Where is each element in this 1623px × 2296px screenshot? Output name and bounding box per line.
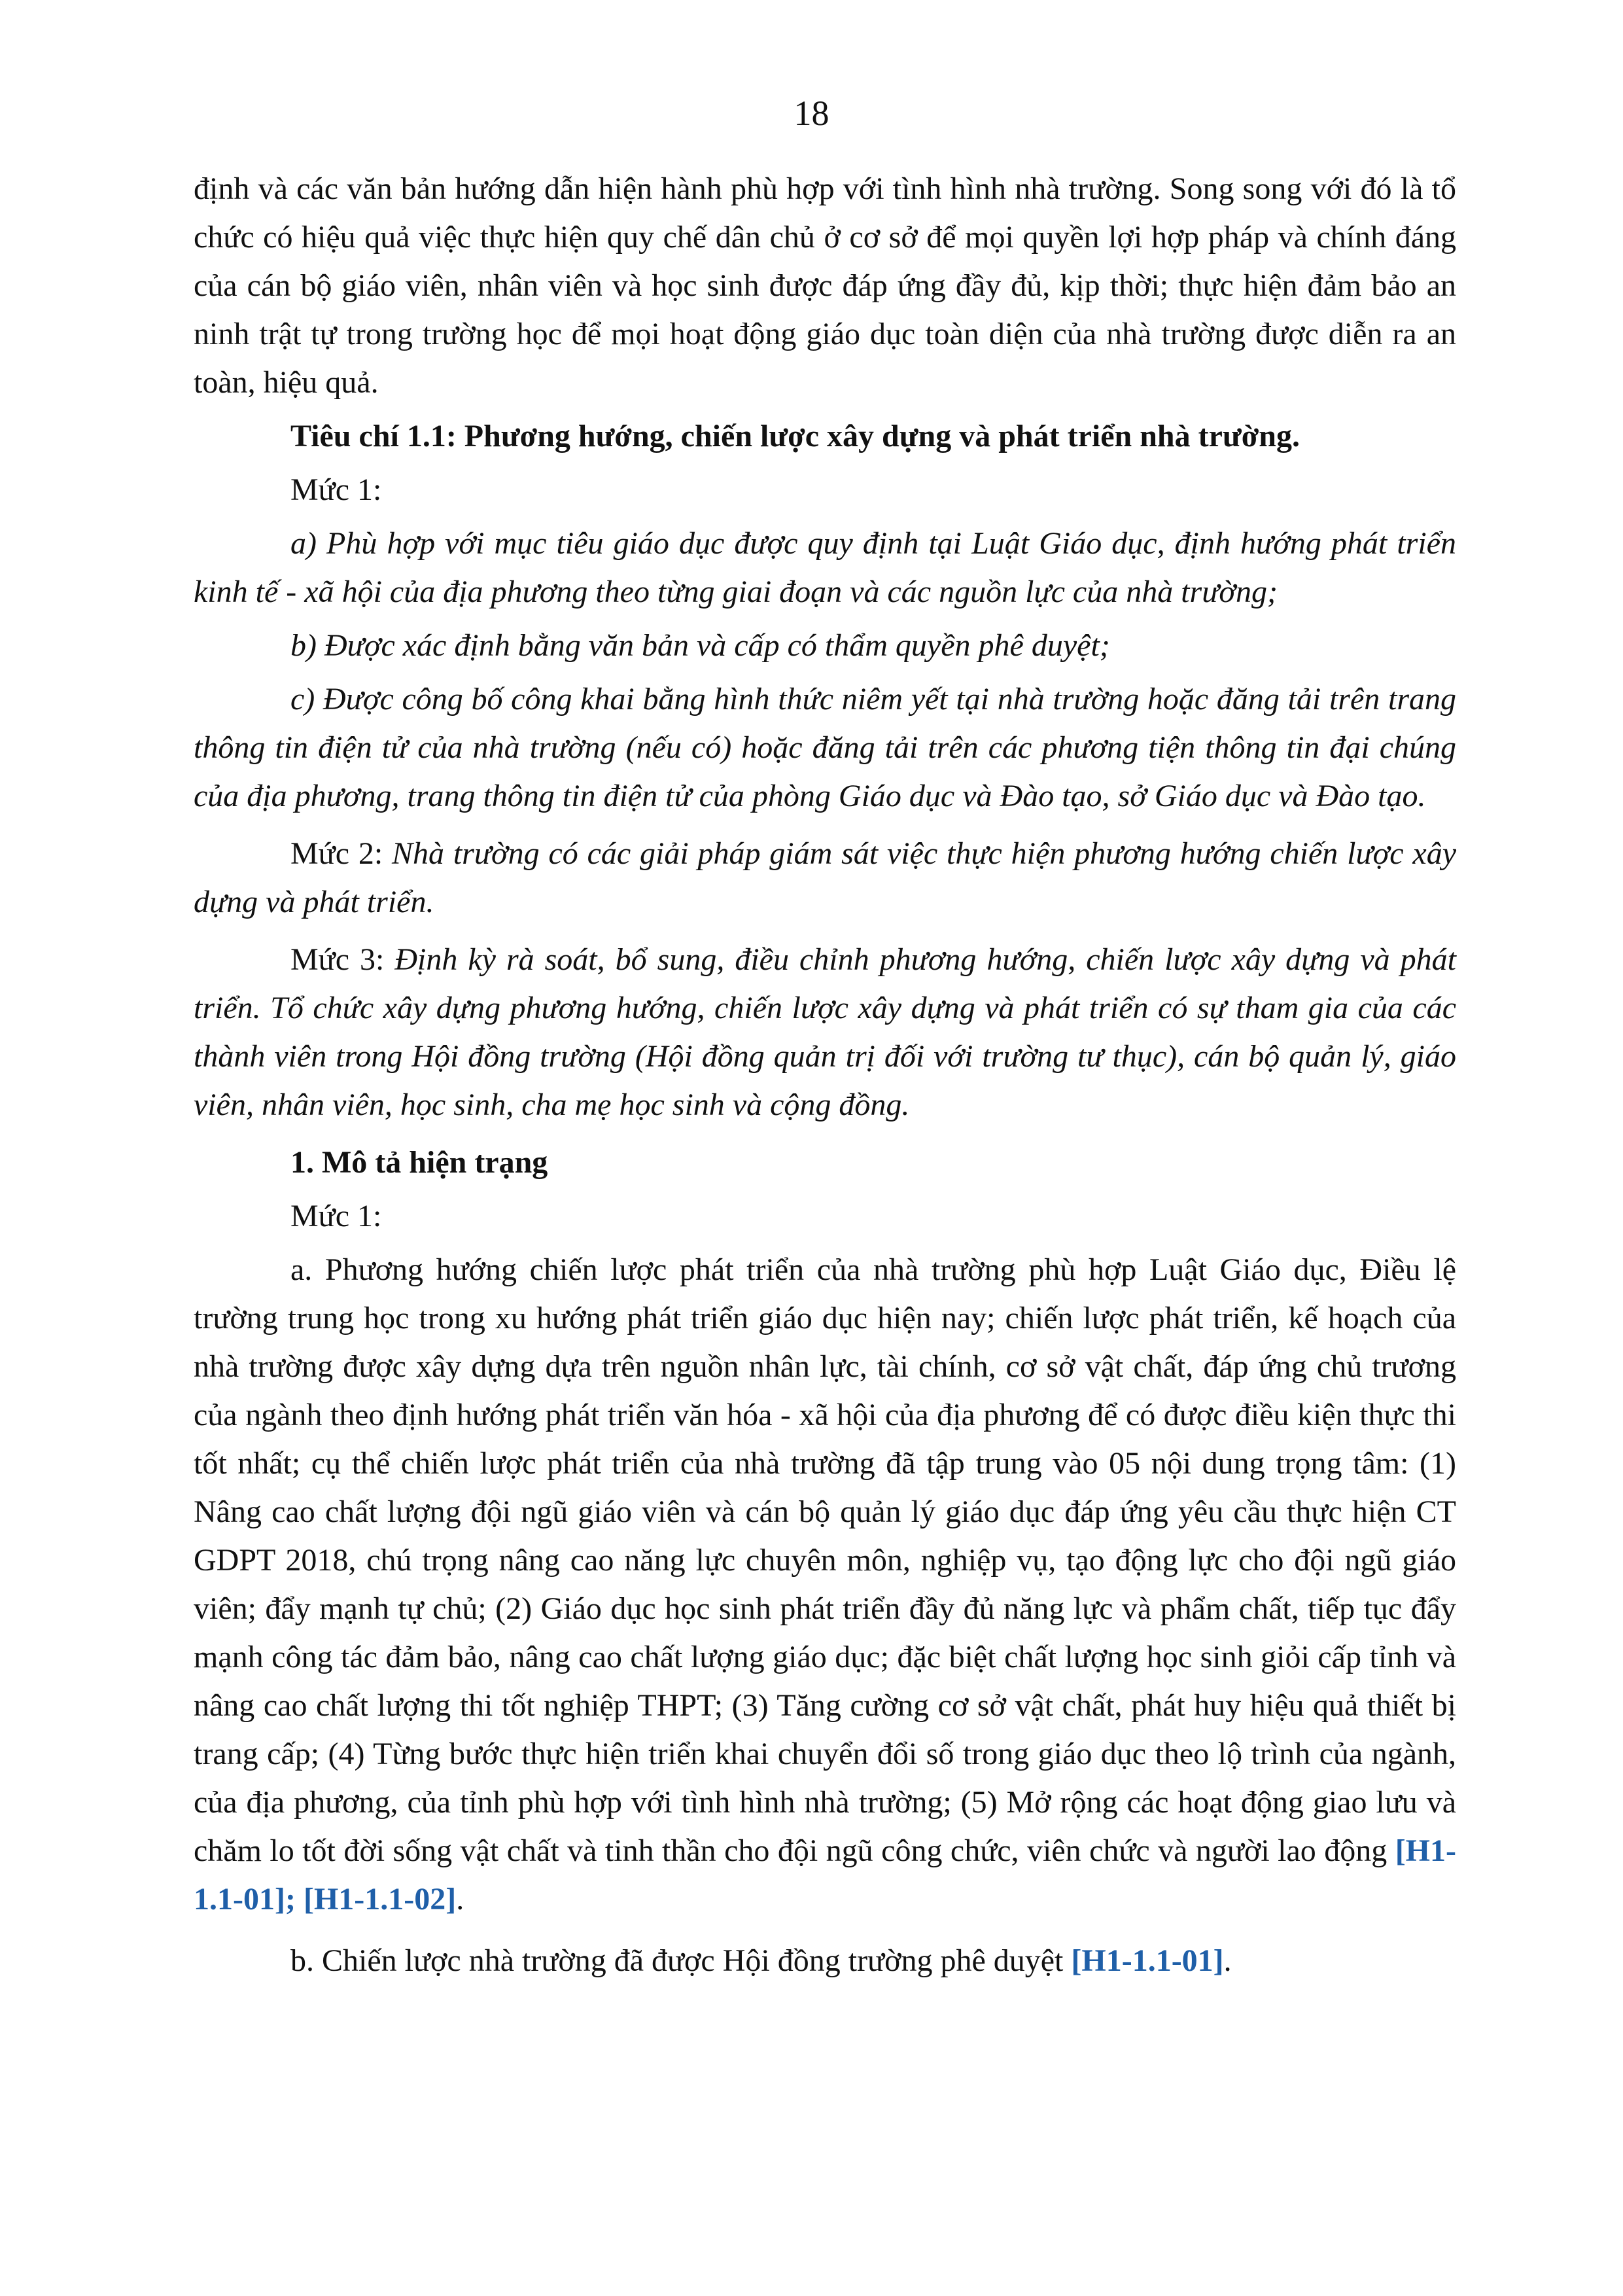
criterion-level3-label: Mức 3: xyxy=(290,942,385,977)
criterion-level1-label: Mức 1: xyxy=(290,472,382,507)
section-level1-label: Mức 1: xyxy=(290,1199,382,1233)
section-paragraph-a-text: a. Phương hướng chiến lược phát triển của nhà trường phù hợp Luật Giáo dục, Điều lệ trường trung học trong xu hướng phát triển giáo dục hiện nay; chiến lược phát triển, kế hoạch của nhà trường được xây dựng dựa trên nguồn nhân lực, tài chính, cơ sở vật chất, đáp ứng chủ trương của ngành theo định hướng phát triển văn hóa - xã hội của địa phương để có được điều kiện thực thi tốt nhất; cụ thể chiến lược phát triển của nhà trường đã tập trung vào 05 nội dung trọng tâm: (1) Nâng cao chất lượng đội ngũ giáo viên và cán bộ quản lý giáo dục đáp ứng yêu cầu thực hiện CT GDPT 2018, chú trọng nâng cao năng lực chuyên môn, nghiệp vụ, tạo động lực cho đội ngũ giáo viên; đẩy mạnh tự chủ; (2) Giáo dục học sinh phát triển đầy đủ năng lực và phẩm chất, tiếp tục đẩy mạnh công tác đảm bảo, nâng cao chất lượng giáo dục; đặc biệt chất lượng học sinh giỏi cấp tỉnh và nâng cao chất lượng thi tốt nghiệp THPT; (3) Tăng cường cơ sở vật chất, phát huy hiệu quả thiết bị trang cấp; (4) Từng bước thực hiện triển khai chuyển đổi số trong giáo dục theo lộ trình của ngành, của địa phương, của tỉnh phù hợp với tình hình nhà trường; (5) Mở rộng các hoạt động giao lưu và chăm lo tốt đời sống vật chất và tinh thần cho đội ngũ công chức, viên chức và người lao động xyxy=(194,1252,1456,1868)
criterion-level2 xyxy=(194,830,1456,927)
section-paragraph-b-text: b. Chiến lược nhà trường đã được Hội đồng trường phê duyệt xyxy=(290,1943,1072,1978)
section-paragraph-b xyxy=(194,1937,1456,1985)
evidence-reference-link[interactable]: [H1-1.1-01] xyxy=(1071,1943,1224,1978)
intro-paragraph: định và các văn bản hướng dẫn hiện hành phù hợp với tình hình nhà trường. Song song với đó là tổ chức có hiệu quả việc thực hiện quy chế dân chủ ở cơ sở để mọi quyền lợi hợp pháp và chính đáng của cán bộ giáo viên, nhân viên và học sinh được đáp ứng đầy đủ, kịp thời; thực hiện đảm bảo an ninh trật tự trong trường học để mọi hoạt động giáo dục toàn diện của nhà trường được diễn ra an toàn, hiệu quả. xyxy=(194,171,1456,400)
criterion-level3-text: Định kỳ rà soát, bổ sung, điều chỉnh phương hướng, chiến lược xây dựng và phát triển. Tổ chức xây dựng phương hướng, chiến lược xây dựng và phát triển có sự tham gia của các thành viên trong Hội đồng trường (Hội đồng quản trị đối với trường tư thục), cán bộ quản lý, giáo viên, nhân viên, học sinh, cha mẹ học sinh và cộng đồng. xyxy=(194,942,1457,1122)
criterion-level2-label: Mức 2: xyxy=(290,836,383,871)
page-number: 18 xyxy=(794,94,829,133)
criterion-level1-a: a) Phù hợp với mục tiêu giáo dục được quy định tại Luật Giáo dục, định hướng phát triển kinh tế - xã hội của địa phương theo từng giai đoạn và các nguồn lực của nhà trường; xyxy=(194,526,1456,609)
criterion-title: Tiêu chí 1.1: Phương hướng, chiến lược xây dựng và phát triển nhà trường. xyxy=(290,419,1300,453)
criterion-level1-b: b) Được xác định bằng văn bản và cấp có thẩm quyền phê duyệt; xyxy=(290,628,1110,663)
section-paragraph-a xyxy=(194,1246,1456,1924)
document-body xyxy=(194,165,1456,1985)
criterion-level1-c: c) Được công bố công khai bằng hình thức niêm yết tại nhà trường hoặc đăng tải trên trang thông tin điện tử của nhà trường (nếu có) hoặc đăng tải trên các phương tiện thông tin đại chúng của địa phương, trang thông tin điện tử của phòng Giáo dục và Đào tạo, sở Giáo dục và Đào tạo. xyxy=(194,682,1456,813)
evidence-reference-link[interactable]: [H1-1.1-01]; [H1-1.1-02] xyxy=(194,1833,1456,1916)
criterion-level3 xyxy=(194,936,1456,1129)
criterion-level2-text: Nhà trường có các giải pháp giám sát việc thực hiện phương hướng chiến lược xây dựng và phát triển. xyxy=(194,836,1456,919)
section-paragraph-b-end: . xyxy=(1223,1943,1232,1978)
section-heading: 1. Mô tả hiện trạng xyxy=(290,1145,548,1180)
section-paragraph-a-end: . xyxy=(456,1882,464,1916)
